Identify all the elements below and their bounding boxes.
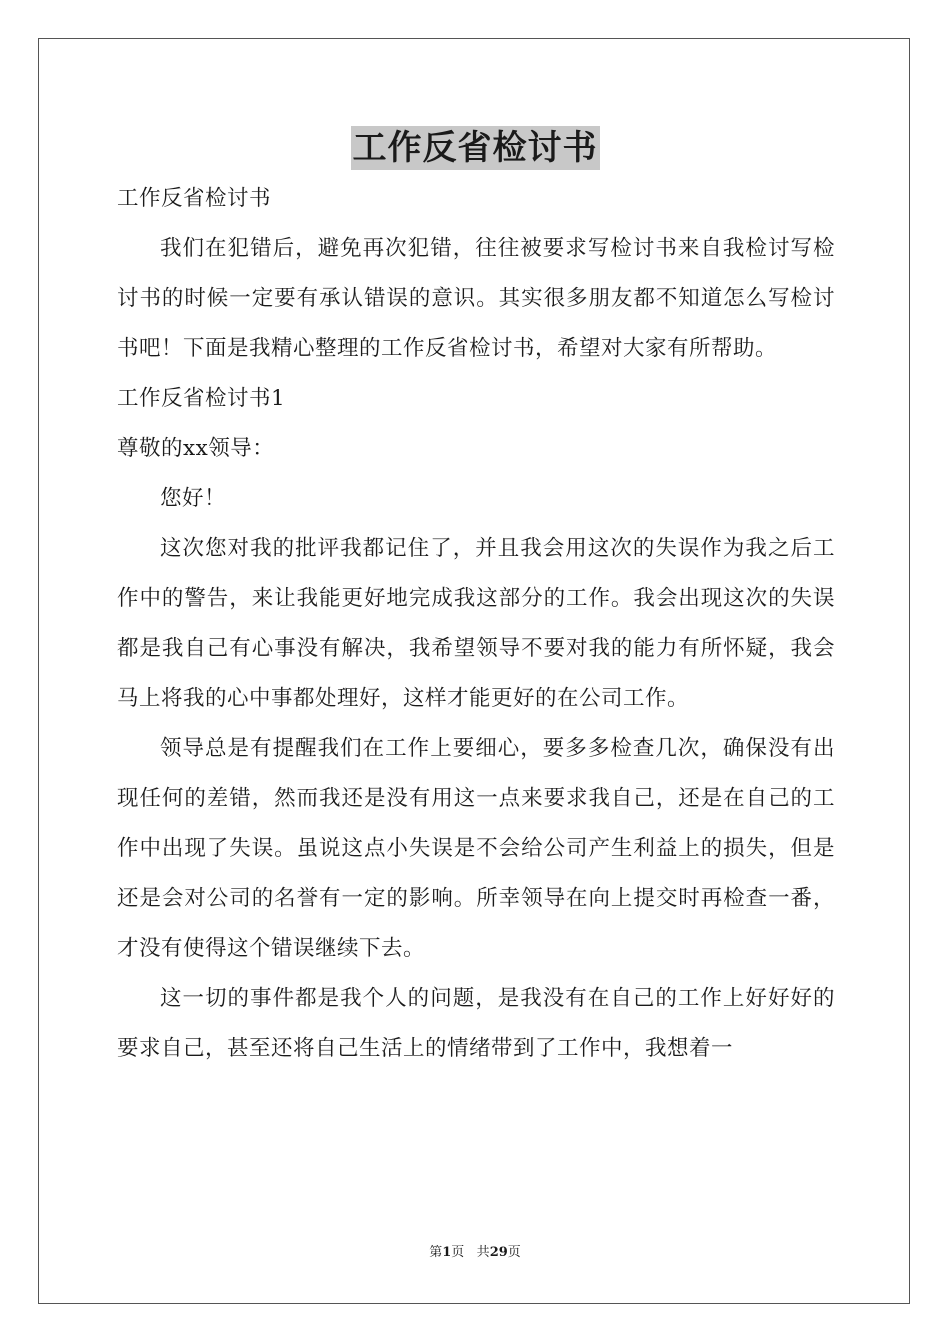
total-pages: 29 (489, 1245, 508, 1260)
title-wrap (0, 126, 950, 170)
subtitle-paragraph: 工作反省检讨书 (117, 186, 272, 211)
greeting: 您好！ (160, 486, 227, 511)
document-title: 工作反省检讨书 (352, 128, 598, 168)
body-paragraph: 这次您对我的批评我都记住了，并且我会用这次的失误作为我之后工作中的警告，来让我能更好地完成我这部分的工作。我会出现这次的失误都是我自己有心事没有解决，我希望领导不要对我的能力有所怀疑，我会马上将我的心中事都处理好，这样才能更好的在公司工作。 (117, 536, 835, 711)
footer-page-suffix: 页 (451, 1245, 465, 1260)
page-number: 1 (442, 1245, 452, 1260)
body-paragraph: 领导总是有提醒我们在工作上要细心，要多多检查几次，确保没有出现任何的差错，然而我还是没有用这一点来要求我自己，还是在自己的工作中出现了失误。虽说这点小失误是不会给公司产生利益上的损失，但是还是会对公司的名誉有一定的影响。所幸领导在向上提交时再检查一番，才没有使得这个错误继续下去。 (117, 736, 835, 961)
footer-total-suffix: 页 (507, 1245, 521, 1260)
footer-total-prefix: 共 (476, 1245, 490, 1260)
intro-paragraph: 我们在犯错后，避免再次犯错，往往被要求写检讨书来自我检讨写检讨书的时候一定要有承认错误的意识。其实很多朋友都不知道怎么写检讨书吧！下面是我精心整理的工作反省检讨书，希望对大家有所帮助。 (117, 236, 835, 361)
body-paragraph: 这一切的事件都是我个人的问题，是我没有在自己的工作上好好好的要求自己，甚至还将自己生活上的情绪带到了工作中，我想着一 (117, 986, 835, 1061)
document-body (117, 174, 835, 1074)
salutation: 尊敬的xx领导： (117, 436, 275, 461)
footer-prefix: 第 (429, 1245, 443, 1260)
page-footer (0, 1244, 950, 1262)
section-heading: 工作反省检讨书1 (117, 386, 286, 411)
